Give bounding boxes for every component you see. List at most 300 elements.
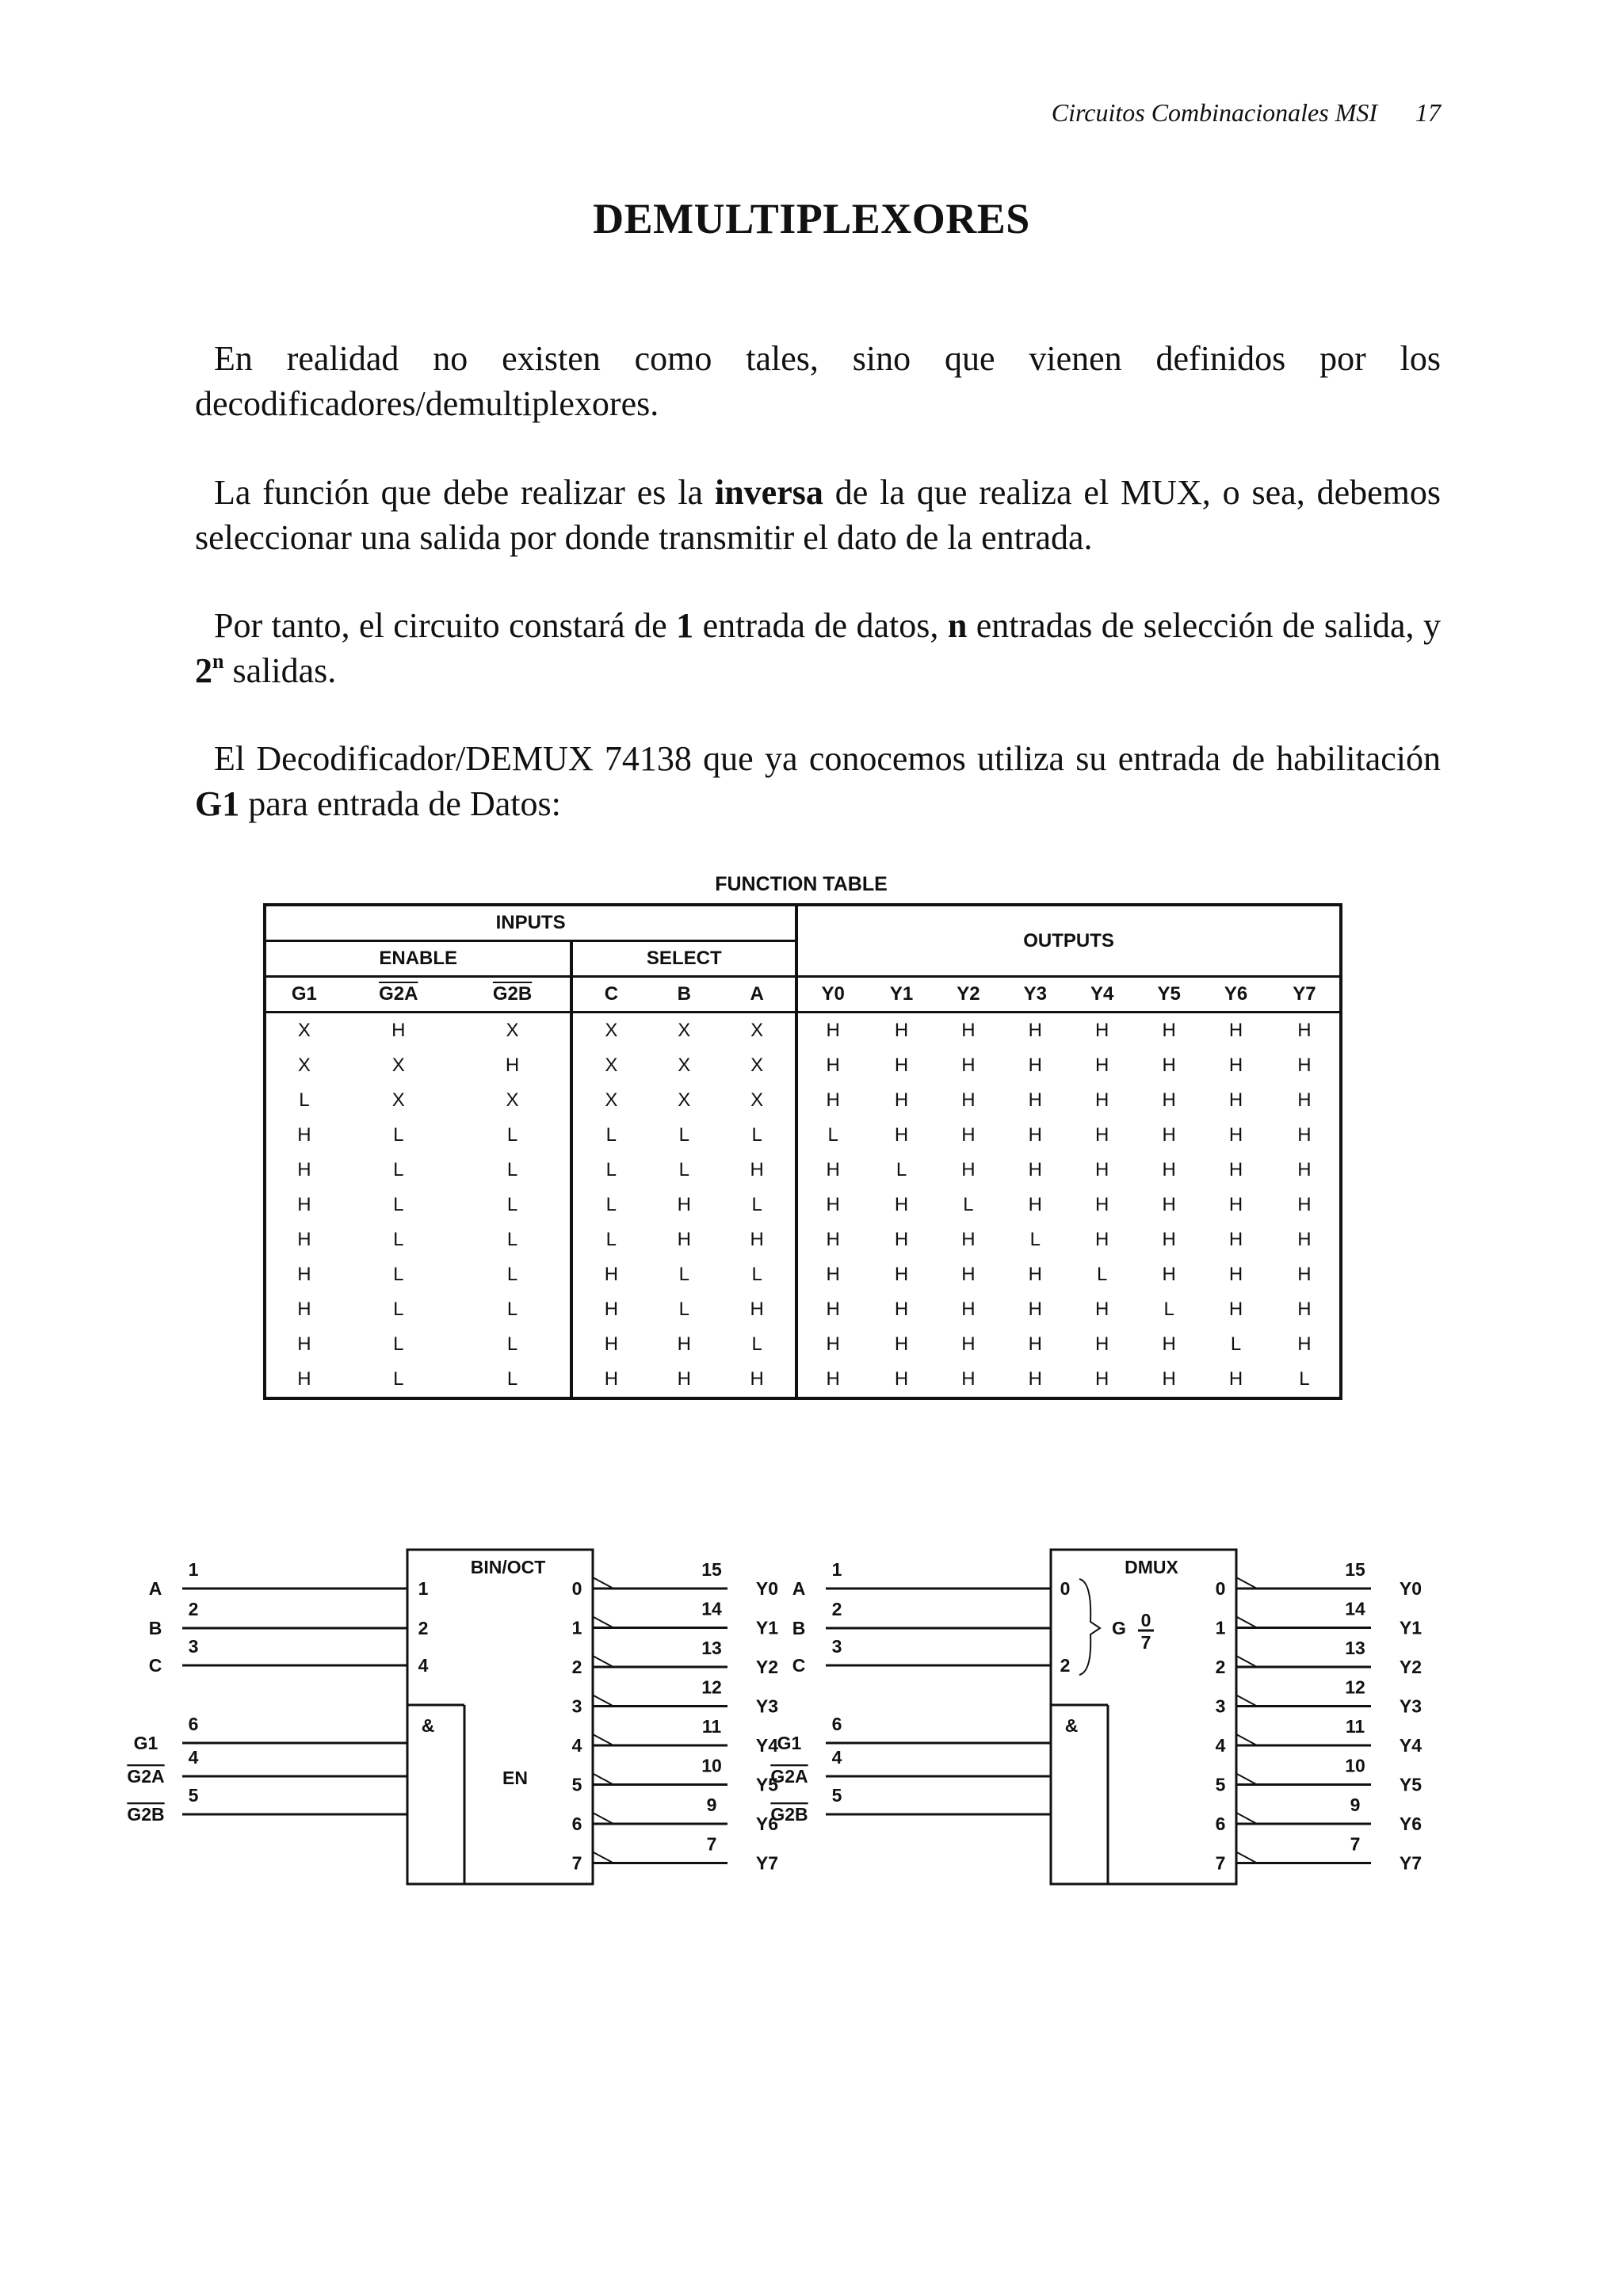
- table-cell: H: [1228, 1020, 1243, 1041]
- active-low-indicator: [593, 1734, 613, 1745]
- table-cell: L: [571, 1153, 649, 1188]
- running-title: Circuitos Combinacionales MSI: [1051, 98, 1377, 127]
- table-cell: H: [796, 1257, 868, 1292]
- input-weight: 2: [418, 1618, 429, 1638]
- active-low-indicator: [1236, 1577, 1257, 1589]
- active-low-indicator: [1236, 1695, 1257, 1707]
- table-cell: H: [1162, 1089, 1176, 1111]
- output-name-y1: Y1: [755, 1617, 779, 1638]
- table-cell: H: [894, 1333, 909, 1355]
- active-low-indicator: [593, 1852, 613, 1863]
- input-name-a: A: [792, 1578, 806, 1599]
- table-cell: L: [678, 1159, 689, 1180]
- table-cell: X: [678, 1020, 691, 1041]
- table-cell: H: [1162, 1368, 1176, 1390]
- symbol-outline: [407, 1550, 593, 1884]
- select-brace: [1079, 1579, 1100, 1675]
- function-table-caption: FUNCTION TABLE: [715, 873, 888, 895]
- table-cell: H: [961, 1229, 976, 1250]
- table-cell: H: [1297, 1159, 1312, 1180]
- column-header-y7: Y7: [1270, 977, 1341, 1013]
- pin-number: 3: [188, 1636, 199, 1657]
- block-label: DMUX: [1125, 1557, 1178, 1577]
- enable-label: EN: [502, 1768, 528, 1788]
- table-cell: L: [393, 1229, 404, 1250]
- table-cell: H: [1028, 1055, 1042, 1076]
- pin-number: 5: [188, 1785, 199, 1806]
- table-cell: H: [1028, 1089, 1042, 1111]
- table-cell: H: [1228, 1264, 1243, 1285]
- table-cell: L: [1097, 1264, 1108, 1285]
- table-cell: H: [750, 1368, 764, 1390]
- output-name-y3: Y3: [755, 1695, 779, 1717]
- table-cell: H: [1297, 1089, 1312, 1111]
- active-low-indicator: [1236, 1852, 1257, 1863]
- paragraph-1-text: En realidad no existen como tales, sino que vienen definidos por los decodificadores/demultiplexores.: [195, 339, 1441, 423]
- table-cell: L: [506, 1229, 518, 1250]
- table-cell: H: [961, 1333, 976, 1355]
- table-cell: H: [297, 1194, 311, 1215]
- pin-number: 12: [1345, 1676, 1365, 1698]
- table-cell: H: [894, 1020, 909, 1041]
- table-cell: H: [1228, 1055, 1243, 1076]
- table-cell: H: [1162, 1159, 1176, 1180]
- and-label: &: [1064, 1715, 1079, 1736]
- table-cell: L: [1029, 1229, 1041, 1250]
- output-name-y7: Y7: [1399, 1852, 1423, 1874]
- column-header-g2b: G2B: [455, 977, 572, 1013]
- table-cell: L: [393, 1368, 404, 1390]
- paragraph-3-bold-n: n: [947, 606, 968, 645]
- table-cell: H: [1162, 1264, 1176, 1285]
- output-name-y4: Y4: [755, 1735, 779, 1756]
- g-label: G: [1112, 1618, 1126, 1638]
- active-low-indicator: [1236, 1656, 1257, 1667]
- paragraph-3-text-2: entrada de datos,: [693, 606, 948, 645]
- output-index: 3: [571, 1695, 582, 1717]
- paragraph-3-text-4: salidas.: [223, 651, 337, 690]
- column-header-g2a: G2A: [342, 977, 455, 1013]
- output-index: 2: [571, 1657, 582, 1677]
- table-cell: H: [750, 1229, 764, 1250]
- pin-number: 9: [1350, 1794, 1361, 1815]
- output-index: 2: [1215, 1657, 1226, 1677]
- paragraph-3-text-3: entradas de selección de salida, y: [967, 606, 1442, 645]
- output-index: 7: [1215, 1852, 1226, 1874]
- table-cell: X: [750, 1020, 764, 1041]
- table-cell: L: [299, 1089, 310, 1111]
- output-name-y0: Y0: [755, 1578, 779, 1599]
- output-name-y6: Y6: [755, 1814, 779, 1834]
- table-cell: H: [894, 1264, 909, 1285]
- input-name-c: C: [148, 1655, 162, 1676]
- column-header-g1: G1: [265, 977, 342, 1013]
- table-cell: X: [750, 1055, 764, 1076]
- paragraph-3-bold-1: 1: [676, 606, 694, 645]
- symbol-outline: [1051, 1550, 1236, 1884]
- table-cell: L: [963, 1194, 974, 1215]
- table-cell: H: [1095, 1299, 1109, 1320]
- table-cell: H: [1095, 1089, 1109, 1111]
- table-cell: H: [1028, 1194, 1042, 1215]
- pin-number: 1: [831, 1559, 842, 1580]
- pin-number: 13: [1345, 1638, 1365, 1658]
- table-cell: H: [571, 1292, 649, 1327]
- active-low-indicator: [387, 1803, 407, 1814]
- table-cell: L: [896, 1159, 907, 1180]
- page-title: DEMULTIPLEXORES: [593, 195, 1030, 242]
- table-cell: X: [678, 1055, 691, 1076]
- table-cell: L: [506, 1264, 518, 1285]
- output-name-y5: Y5: [755, 1774, 779, 1795]
- table-cell: H: [894, 1299, 909, 1320]
- table-cell: H: [750, 1159, 764, 1180]
- pin-number: 10: [1345, 1755, 1365, 1776]
- table-cell: H: [796, 1013, 868, 1049]
- output-index: 1: [1215, 1617, 1226, 1638]
- table-cell: H: [1297, 1124, 1312, 1146]
- pin-number: 2: [188, 1599, 199, 1619]
- pin-number: 14: [1345, 1598, 1365, 1619]
- table-cell: H: [961, 1124, 976, 1146]
- enable-name-g2b: G2B: [127, 1804, 165, 1825]
- table-cell: H: [796, 1153, 868, 1188]
- table-cell: H: [961, 1089, 976, 1111]
- output-name-y6: Y6: [1399, 1814, 1423, 1834]
- table-cell: H: [1162, 1124, 1176, 1146]
- enable-name-g2b: G2B: [770, 1804, 808, 1825]
- table-cell: X: [297, 1055, 311, 1076]
- table-cell: H: [796, 1292, 868, 1327]
- and-label: &: [421, 1715, 435, 1736]
- column-header-y2: Y2: [935, 977, 1002, 1013]
- active-low-indicator: [593, 1813, 613, 1824]
- table-cell: L: [1163, 1299, 1174, 1320]
- output-index: 0: [571, 1578, 582, 1599]
- table-cell: H: [961, 1055, 976, 1076]
- column-header-c: C: [571, 977, 649, 1013]
- pin-number: 14: [701, 1598, 722, 1619]
- table-cell: H: [1228, 1229, 1243, 1250]
- logic-symbol-dmux: [770, 1550, 1422, 1884]
- pin-number: 4: [188, 1747, 199, 1768]
- table-cell: H: [1028, 1299, 1042, 1320]
- output-name-y5: Y5: [1399, 1774, 1423, 1795]
- output-index: 6: [1215, 1814, 1226, 1834]
- table-cell: H: [894, 1229, 909, 1250]
- table-cell: H: [1028, 1020, 1042, 1041]
- table-cell: H: [1028, 1159, 1042, 1180]
- table-cell: H: [677, 1229, 691, 1250]
- table-cell: H: [961, 1020, 976, 1041]
- column-header-y0: Y0: [796, 977, 868, 1013]
- paragraph-2-text-end: de la que realiza el MUX, o sea, debemos seleccionar una salida por donde transmitir el dato de la entrada.: [195, 473, 1441, 557]
- table-cell: H: [1028, 1124, 1042, 1146]
- pin-number: 2: [831, 1599, 842, 1619]
- table-cell: L: [751, 1194, 762, 1215]
- table-cell: L: [393, 1333, 404, 1355]
- table-cell: X: [391, 1089, 405, 1111]
- table-cell: L: [393, 1159, 404, 1180]
- table-cell: H: [571, 1327, 649, 1362]
- enable-name-g1: G1: [777, 1733, 802, 1753]
- table-cell: L: [393, 1264, 404, 1285]
- table-cell: H: [677, 1368, 691, 1390]
- column-header-y4: Y4: [1069, 977, 1136, 1013]
- output-name-y4: Y4: [1399, 1735, 1423, 1756]
- active-low-indicator: [1236, 1734, 1257, 1745]
- table-cell: X: [506, 1089, 519, 1111]
- g-fraction-bottom: 7: [1140, 1632, 1151, 1653]
- input-name-b: B: [148, 1618, 162, 1638]
- table-cell: H: [1162, 1229, 1176, 1250]
- table-cell: H: [894, 1055, 909, 1076]
- table-cell: H: [1297, 1299, 1312, 1320]
- header-enable: ENABLE: [265, 941, 571, 977]
- column-header-y3: Y3: [1002, 977, 1068, 1013]
- table-cell: L: [506, 1368, 518, 1390]
- pin-number: 15: [1345, 1559, 1365, 1580]
- active-low-indicator: [593, 1617, 613, 1628]
- output-index: 4: [1215, 1735, 1226, 1756]
- active-low-indicator: [593, 1695, 613, 1707]
- table-cell: H: [1162, 1333, 1176, 1355]
- select-range-bottom: 2: [1060, 1655, 1071, 1676]
- active-low-indicator: [593, 1577, 613, 1589]
- paragraph-3-text: Por tanto, el circuito constará de: [214, 606, 677, 645]
- table-cell: H: [796, 1222, 868, 1257]
- pin-number: 1: [188, 1559, 199, 1580]
- table-cell: H: [1028, 1333, 1042, 1355]
- table-cell: H: [1028, 1264, 1042, 1285]
- block-label: BIN/OCT: [470, 1557, 546, 1577]
- table-cell: X: [678, 1089, 691, 1111]
- table-cell: H: [796, 1327, 868, 1362]
- output-index: 5: [1215, 1774, 1226, 1795]
- table-cell: L: [506, 1124, 518, 1146]
- active-low-indicator: [593, 1774, 613, 1785]
- table-cell: X: [297, 1020, 311, 1041]
- output-name-y2: Y2: [755, 1657, 779, 1677]
- table-cell: H: [1095, 1194, 1109, 1215]
- table-cell: L: [751, 1124, 762, 1146]
- table-cell: X: [571, 1048, 649, 1083]
- paragraph-3-bold-2: 2: [195, 651, 212, 690]
- pin-number: 4: [831, 1747, 842, 1768]
- table-cell: H: [571, 1257, 649, 1292]
- table-cell: L: [393, 1194, 404, 1215]
- table-cell: H: [894, 1124, 909, 1146]
- table-cell: H: [961, 1159, 976, 1180]
- paragraph-4-text: El Decodificador/DEMUX 74138 que ya conocemos utiliza su entrada de habilitación: [214, 739, 1441, 778]
- table-cell: L: [393, 1299, 404, 1320]
- column-header-y1: Y1: [868, 977, 934, 1013]
- input-name-a: A: [148, 1578, 162, 1599]
- table-cell: H: [1095, 1333, 1109, 1355]
- pin-number: 11: [701, 1716, 722, 1737]
- table-cell: H: [796, 1048, 868, 1083]
- pin-number: 10: [701, 1755, 722, 1776]
- pin-number: 5: [831, 1785, 842, 1806]
- pin-number: 15: [701, 1559, 722, 1580]
- table-cell: H: [677, 1333, 691, 1355]
- input-weight: 4: [418, 1655, 429, 1676]
- active-low-indicator: [1236, 1774, 1257, 1785]
- output-name-y2: Y2: [1399, 1657, 1423, 1677]
- table-cell: H: [297, 1299, 311, 1320]
- table-cell: H: [1095, 1368, 1109, 1390]
- table-cell: H: [571, 1362, 649, 1398]
- pin-number: 3: [831, 1636, 842, 1657]
- table-cell: H: [1162, 1194, 1176, 1215]
- table-cell: H: [391, 1020, 406, 1041]
- pin-number: 11: [1345, 1716, 1365, 1737]
- table-cell: L: [678, 1264, 689, 1285]
- table-cell: H: [677, 1194, 691, 1215]
- table-cell: H: [894, 1368, 909, 1390]
- select-range-top: 0: [1060, 1578, 1071, 1599]
- table-cell: L: [506, 1194, 518, 1215]
- table-cell: H: [1228, 1299, 1243, 1320]
- table-cell: L: [506, 1299, 518, 1320]
- table-cell: X: [506, 1020, 519, 1041]
- active-low-indicator: [387, 1765, 407, 1776]
- input-name-b: B: [792, 1618, 806, 1638]
- pin-number: 6: [831, 1714, 842, 1734]
- table-cell: H: [796, 1188, 868, 1222]
- output-index: 5: [571, 1774, 582, 1795]
- pin-number: 9: [706, 1794, 717, 1815]
- output-index: 7: [571, 1852, 582, 1874]
- header-select: SELECT: [571, 941, 796, 977]
- table-cell: H: [961, 1299, 976, 1320]
- table-cell: H: [1297, 1020, 1312, 1041]
- column-header-y5: Y5: [1136, 977, 1202, 1013]
- table-cell: H: [796, 1083, 868, 1118]
- table-cell: H: [1162, 1055, 1176, 1076]
- table-cell: H: [1297, 1333, 1312, 1355]
- table-cell: H: [961, 1368, 976, 1390]
- table-cell: H: [1095, 1055, 1109, 1076]
- table-cell: L: [571, 1222, 649, 1257]
- output-index: 1: [571, 1617, 582, 1638]
- active-low-indicator: [1030, 1765, 1051, 1776]
- active-low-indicator: [1236, 1617, 1257, 1628]
- column-header-b: B: [649, 977, 719, 1013]
- output-name-y7: Y7: [755, 1852, 779, 1874]
- table-cell: X: [571, 1083, 649, 1118]
- table-cell: L: [506, 1333, 518, 1355]
- table-cell: H: [297, 1264, 311, 1285]
- table-cell: L: [571, 1118, 649, 1153]
- active-low-indicator: [1030, 1803, 1051, 1814]
- table-cell: H: [961, 1264, 976, 1285]
- table-cell: L: [751, 1333, 762, 1355]
- table-cell: L: [678, 1124, 689, 1146]
- table-cell: H: [1297, 1194, 1312, 1215]
- output-name-y0: Y0: [1399, 1578, 1423, 1599]
- logic-symbol-bin-oct: [127, 1550, 778, 1884]
- table-cell: H: [1228, 1368, 1243, 1390]
- input-weight: 1: [418, 1578, 429, 1599]
- table-cell: H: [1228, 1194, 1243, 1215]
- active-low-indicator: [1236, 1813, 1257, 1824]
- table-cell: H: [894, 1194, 909, 1215]
- pin-number: 7: [706, 1833, 717, 1855]
- pin-number: 12: [701, 1676, 722, 1698]
- output-index: 3: [1215, 1695, 1226, 1717]
- table-cell: X: [571, 1013, 649, 1049]
- table-cell: H: [1095, 1229, 1109, 1250]
- pin-number: 7: [1350, 1833, 1361, 1855]
- table-cell: X: [391, 1055, 405, 1076]
- paragraph-4-text-end: para entrada de Datos:: [239, 784, 561, 823]
- enable-name-g2a: G2A: [127, 1766, 165, 1787]
- output-index: 6: [571, 1814, 582, 1834]
- table-cell: H: [1297, 1264, 1312, 1285]
- table-cell: L: [751, 1264, 762, 1285]
- output-index: 0: [1215, 1578, 1226, 1599]
- pin-number: 6: [188, 1714, 199, 1734]
- table-cell: L: [393, 1124, 404, 1146]
- paragraph-3-superscript: n: [212, 650, 224, 673]
- active-low-indicator: [593, 1656, 613, 1667]
- paragraph-2-bold: inversa: [714, 473, 823, 512]
- table-cell: H: [1297, 1229, 1312, 1250]
- header-inputs: INPUTS: [265, 905, 796, 941]
- output-name-y1: Y1: [1399, 1617, 1423, 1638]
- paragraph-4-bold: G1: [195, 784, 240, 823]
- table-cell: H: [297, 1333, 311, 1355]
- g-fraction-top: 0: [1140, 1610, 1151, 1630]
- table-cell: L: [1299, 1368, 1310, 1390]
- table-cell: H: [750, 1299, 764, 1320]
- page-number: 17: [1415, 98, 1441, 127]
- table-cell: L: [571, 1188, 649, 1222]
- enable-name-g2a: G2A: [770, 1766, 808, 1787]
- table-cell: H: [1228, 1124, 1243, 1146]
- table-cell: H: [297, 1159, 311, 1180]
- table-cell: H: [297, 1229, 311, 1250]
- output-name-y3: Y3: [1399, 1695, 1423, 1717]
- column-header-a: A: [719, 977, 796, 1013]
- table-cell: L: [678, 1299, 689, 1320]
- table-cell: H: [1095, 1159, 1109, 1180]
- table-cell: H: [1095, 1124, 1109, 1146]
- table-cell: H: [505, 1055, 520, 1076]
- table-cell: H: [1028, 1368, 1042, 1390]
- header-outputs: OUTPUTS: [796, 905, 1341, 977]
- table-cell: H: [297, 1368, 311, 1390]
- table-cell: L: [796, 1118, 868, 1153]
- output-index: 4: [571, 1735, 582, 1756]
- table-cell: L: [506, 1159, 518, 1180]
- paragraph-2-text: La función que debe realizar es la: [214, 473, 715, 512]
- table-cell: H: [1297, 1055, 1312, 1076]
- table-cell: X: [750, 1089, 764, 1111]
- table-cell: H: [1095, 1020, 1109, 1041]
- table-cell: H: [1162, 1020, 1176, 1041]
- table-cell: H: [894, 1089, 909, 1111]
- input-name-c: C: [792, 1655, 806, 1676]
- table-cell: H: [297, 1124, 311, 1146]
- enable-name-g1: G1: [133, 1733, 158, 1753]
- table-cell: H: [1228, 1089, 1243, 1111]
- pin-number: 13: [701, 1638, 722, 1658]
- column-header-y6: Y6: [1202, 977, 1269, 1013]
- table-cell: H: [1228, 1159, 1243, 1180]
- table-cell: H: [796, 1362, 868, 1398]
